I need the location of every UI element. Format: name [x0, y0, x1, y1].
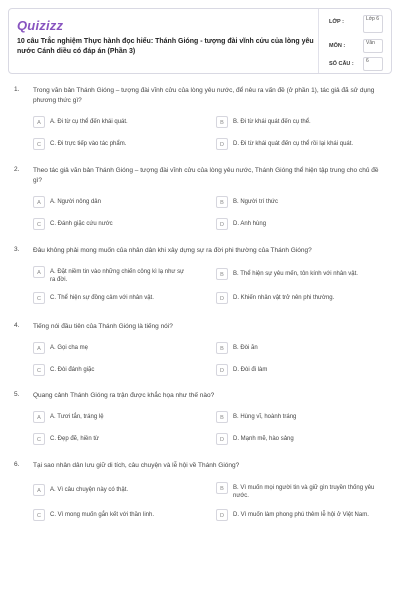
option-text: A. Tươi tắn, tráng lệ: [50, 414, 104, 420]
option-d[interactable]: [216, 509, 386, 523]
option-letter: D: [216, 292, 228, 304]
option-text: A. Gọi cha mẹ: [50, 345, 89, 351]
option-letter: B: [216, 116, 228, 128]
meta-grade: [319, 13, 391, 33]
option-text: D. Đòi đi làm: [233, 367, 268, 373]
question-number: 3.: [14, 246, 20, 253]
meta-grade-label: LỚP :: [329, 19, 344, 25]
option-d[interactable]: [216, 138, 386, 152]
option-text: B. Người trí thức: [233, 199, 278, 205]
option-c[interactable]: [33, 138, 203, 152]
option-b[interactable]: [216, 482, 386, 499]
option-d[interactable]: [216, 292, 386, 306]
quizizz-logo: Quizizz: [17, 18, 64, 33]
meta-count-value: 6: [363, 57, 383, 71]
option-text: D. Vì muốn làm phong phú thêm lễ hội ở Việt Nam.: [233, 512, 369, 518]
worksheet-header: [8, 8, 392, 74]
option-b[interactable]: [216, 196, 386, 210]
meta-subject-value: Văn: [363, 39, 383, 53]
option-letter: C: [33, 218, 45, 230]
option-a[interactable]: [33, 196, 203, 210]
option-text: D. Mạnh mẽ, hào sảng: [233, 436, 294, 442]
option-text: D. Đi từ khái quát đến cụ thể rồi lại khái quát.: [233, 141, 354, 147]
option-a[interactable]: [33, 411, 203, 425]
option-text: D. Khiến nhân vật trở nên phi thường.: [233, 295, 335, 301]
question-text: Tiếng nói đầu tiên của Thánh Gióng là tiếng nói?: [33, 323, 173, 330]
option-letter: A: [33, 484, 45, 496]
meta-grade-value: Lớp 6: [363, 15, 383, 33]
question-text: Đâu không phải mong muốn của nhân dân khi xây dựng sự ra đời phi thường của Thánh Gióng?: [33, 247, 312, 254]
option-c[interactable]: [33, 509, 203, 523]
question-text: Trong văn bản Thánh Gióng – tượng đài vĩnh cửu của lòng yêu nước, để nêu ra vấn đề (ở phần 1), tác giả đã sử dụng phương thức gì?: [33, 87, 375, 104]
option-text: C. Đẹp đẽ, hiền từ: [50, 436, 100, 442]
option-letter: A: [33, 116, 45, 128]
meta-subject: [319, 37, 391, 57]
option-letter: C: [33, 433, 45, 445]
option-text: A. Đi từ cụ thể đến khái quát.: [50, 119, 128, 125]
question-number: 5.: [14, 391, 20, 398]
option-b[interactable]: [216, 342, 386, 356]
option-a[interactable]: [33, 116, 203, 130]
option-a[interactable]: [33, 342, 203, 356]
option-text: C. Đòi đánh giặc: [50, 367, 95, 373]
option-letter: B: [216, 268, 228, 280]
option-letter: C: [33, 364, 45, 376]
question-number: 2.: [14, 166, 20, 173]
option-text: D. Anh hùng: [233, 221, 267, 227]
option-letter: B: [216, 342, 228, 354]
option-letter: D: [216, 138, 228, 150]
option-letter: A: [33, 342, 45, 354]
option-d[interactable]: [216, 364, 386, 378]
option-c[interactable]: [33, 292, 203, 306]
option-text: C. Thể hiện sự đồng cảm với nhân vật.: [50, 295, 154, 301]
option-letter: A: [33, 266, 45, 278]
option-letter: A: [33, 411, 45, 423]
option-letter: D: [216, 364, 228, 376]
worksheet-title: 10 câu Trắc nghiệm Thực hành đọc hiểu: Thánh Gióng - tượng đài vĩnh cửu của lòng yêu nước Cánh diều có đáp án (Phần 3): [17, 38, 314, 55]
option-text: A. Vì câu chuyện này có thật.: [50, 487, 129, 493]
option-text: C. Đánh giặc cứu nước: [50, 221, 113, 227]
option-letter: D: [216, 509, 228, 521]
question-text: Quang cảnh Thánh Gióng ra trận được khắc họa như thế nào?: [33, 392, 215, 399]
question-number: 6.: [14, 461, 20, 468]
option-letter: D: [216, 218, 228, 230]
option-a[interactable]: [33, 266, 203, 283]
question-number: 1.: [14, 86, 20, 93]
option-letter: B: [216, 196, 228, 208]
question-text: Tại sao nhân dân lưu giữ di tích, câu chuyện và lễ hội về Thánh Gióng?: [33, 462, 240, 469]
option-letter: B: [216, 411, 228, 423]
meta-count: [319, 55, 391, 75]
question-text: Theo tác giả văn bản Thánh Gióng – tượng đài vĩnh cửu của lòng yêu nước, Thánh Gióng thể hiện tập trung cho chủ đề gì?: [33, 167, 379, 184]
option-letter: B: [216, 482, 228, 494]
option-b[interactable]: [216, 268, 386, 282]
option-text: B. Vì muốn mọi người tin và giữ gìn truyền thống yêu nước.: [233, 485, 375, 499]
option-text: A. Người nông dân: [50, 199, 101, 205]
option-text: A. Đặt niềm tin vào những chiến công kì lạ như sự ra đời.: [50, 269, 185, 283]
option-a[interactable]: [33, 484, 203, 498]
option-b[interactable]: [216, 116, 386, 130]
option-letter: C: [33, 292, 45, 304]
option-c[interactable]: [33, 218, 203, 232]
option-c[interactable]: [33, 364, 203, 378]
option-text: C. Đi trực tiếp vào tác phẩm.: [50, 141, 127, 147]
meta-subject-label: MÔN :: [329, 43, 346, 49]
option-letter: D: [216, 433, 228, 445]
option-d[interactable]: [216, 218, 386, 232]
option-text: B. Đi từ khái quát đến cụ thể.: [233, 119, 311, 125]
option-c[interactable]: [33, 433, 203, 447]
meta-count-label: SỐ CÂU :: [329, 61, 354, 67]
option-letter: C: [33, 509, 45, 521]
option-text: B. Hùng vĩ, hoành tráng: [233, 414, 297, 420]
option-text: B. Đòi ăn: [233, 345, 258, 351]
option-text: C. Vì mong muốn gắn kết với thần linh.: [50, 512, 154, 518]
option-d[interactable]: [216, 433, 386, 447]
meta-panel: [318, 9, 391, 73]
option-letter: C: [33, 138, 45, 150]
option-b[interactable]: [216, 411, 386, 425]
option-letter: A: [33, 196, 45, 208]
option-text: B. Thể hiện sự yêu mến, tôn kính với nhân vật.: [233, 271, 358, 277]
question-number: 4.: [14, 322, 20, 329]
